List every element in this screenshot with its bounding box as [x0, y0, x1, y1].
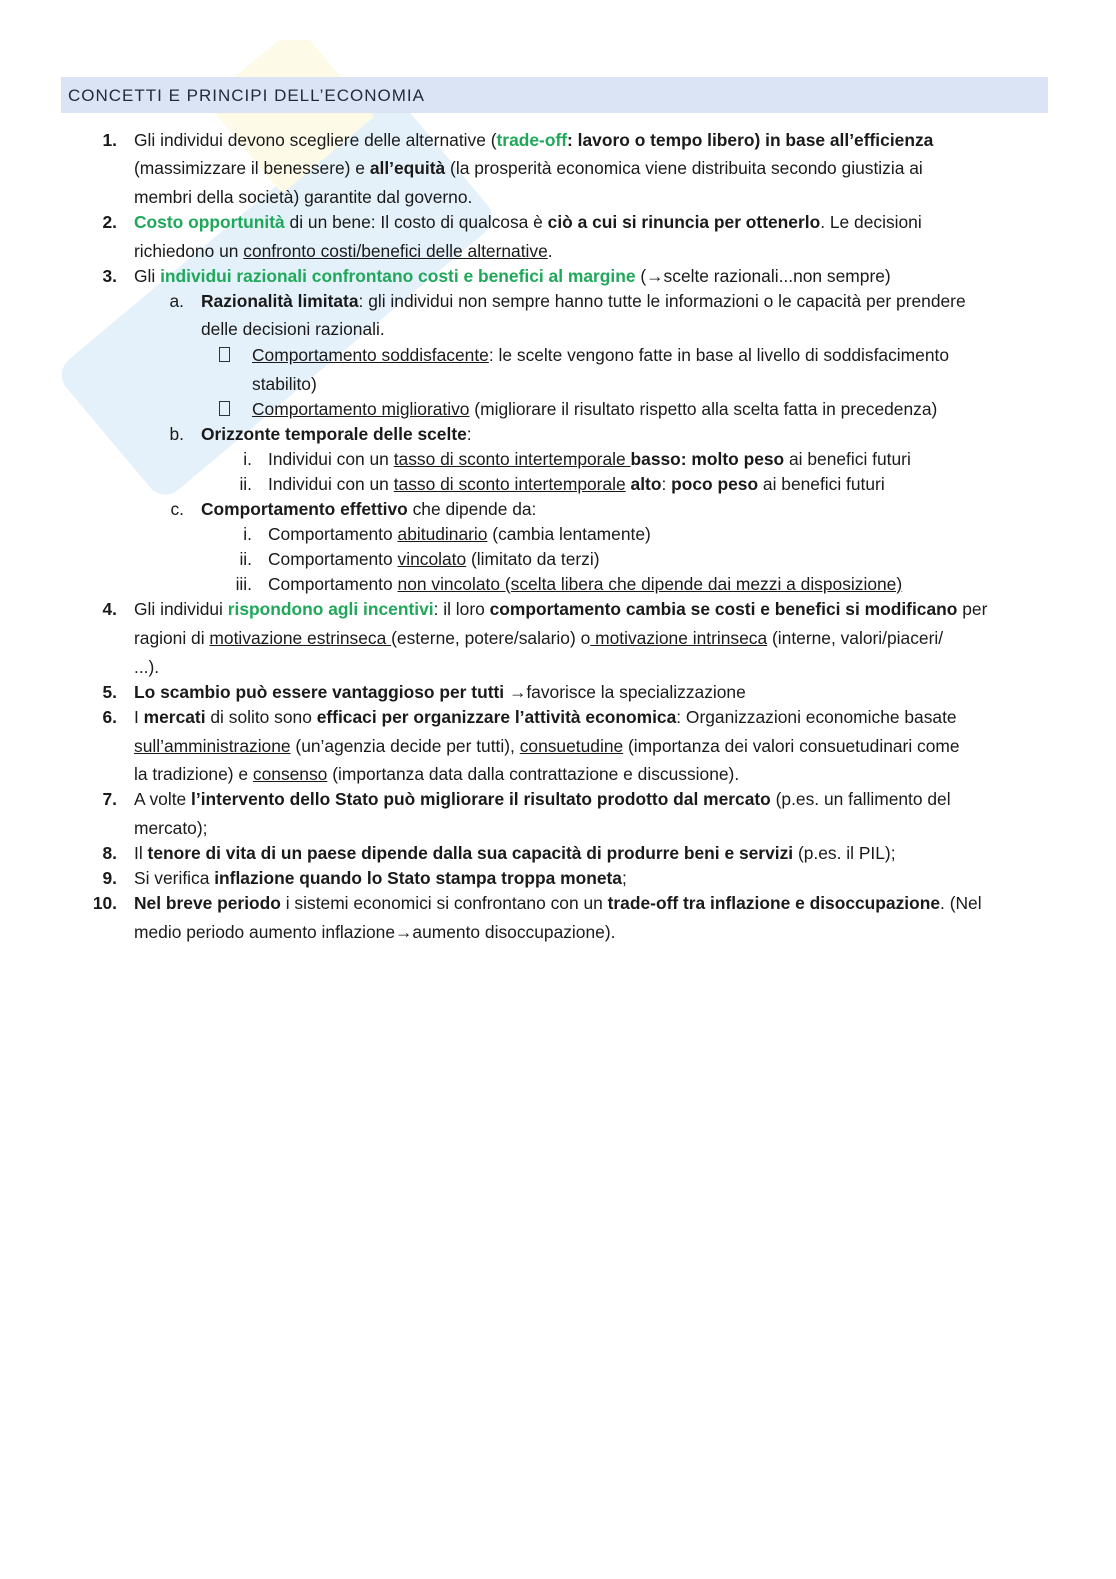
- item-2-line-2: richiedono un confronto costi/benefici delle alternative.: [134, 241, 553, 261]
- item-3c-i-marker: i.: [243, 524, 252, 544]
- item-8-number: 8.: [102, 843, 117, 863]
- item-1-line-3: membri della società) garantite dal governo.: [134, 187, 473, 207]
- item-1-number: 1.: [102, 130, 117, 150]
- item-3-line-1: Gli individui razionali confrontano costi e benefici al margine (→scelte razionali...non sempre): [134, 266, 891, 286]
- item-3a-marker: a.: [169, 291, 184, 311]
- item-10-line-2: medio periodo aumento inflazione→aumento disoccupazione).: [134, 922, 616, 942]
- item-2-line-1: Costo opportunità di un bene: Il costo di qualcosa è ciò a cui si rinuncia per ottenerlo. Le decisioni: [134, 212, 922, 232]
- item-1-line-2: (massimizzare il benessere) e all’equità (la prosperità economica viene distribuita secondo giustizia ai: [134, 158, 923, 178]
- arrow-icon: →: [395, 922, 413, 942]
- section-heading: CONCETTI E PRINCIPI DELL’ECONOMIA: [68, 86, 425, 105]
- item-9-line-1: Si verifica inflazione quando lo Stato stampa troppa moneta;: [134, 868, 627, 888]
- item-7-number: 7.: [102, 789, 117, 809]
- item-3a-bullet-1-line-1: Comportamento soddisfacente: le scelte vengono fatte in base al livello di soddisfacimento: [252, 345, 949, 365]
- item-3-number: 3.: [102, 266, 117, 286]
- item-2-number: 2.: [102, 212, 117, 232]
- item-3a-bullet-2-line-1: Comportamento migliorativo (migliorare il risultato rispetto alla scelta fatta in precedenza): [252, 399, 938, 419]
- item-4-number: 4.: [102, 599, 117, 619]
- item-4-line-1: Gli individui rispondono agli incentivi: il loro comportamento cambia se costi e benefici si modificano per: [134, 599, 988, 619]
- item-5-line-1: Lo scambio può essere vantaggioso per tutti →favorisce la specializzazione: [134, 682, 746, 702]
- item-3a-line-2: delle decisioni razionali.: [201, 319, 385, 339]
- item-4-line-3: ...).: [134, 657, 160, 677]
- item-3c-ii-line: Comportamento vincolato (limitato da terzi): [268, 549, 600, 569]
- item-6-line-1: I mercati di solito sono efficaci per organizzare l’attività economica: Organizzazioni economiche basate: [134, 707, 957, 727]
- item-3a-line-1: Razionalità limitata: gli individui non sempre hanno tutte le informazioni o le capacità per prendere: [201, 291, 966, 311]
- item-7-line-1: A volte l’intervento dello Stato può migliorare il risultato prodotto dal mercato (p.es. un fallimento del: [134, 789, 951, 809]
- item-10-number: 10.: [92, 893, 117, 913]
- section-heading-bar: [61, 77, 1048, 113]
- arrow-icon: →: [504, 682, 527, 702]
- item-7-line-2: mercato);: [134, 818, 208, 838]
- item-3c-i-line: Comportamento abitudinario (cambia lentamente): [268, 524, 651, 544]
- item-9-number: 9.: [102, 868, 117, 888]
- item-3c-iii-marker: iii.: [235, 574, 252, 594]
- item-3b-ii-marker: ii.: [239, 474, 252, 494]
- arrow-icon: →: [646, 266, 664, 286]
- item-5-number: 5.: [102, 682, 117, 702]
- item-1-line-1: Gli individui devono scegliere delle alternative (trade-off: lavoro o tempo libero) in base all’efficienza: [134, 130, 934, 150]
- item-3b-line-1: Orizzonte temporale delle scelte:: [201, 424, 472, 444]
- item-3c-line-1: Comportamento effettivo che dipende da:: [201, 499, 537, 519]
- item-4-line-2: ragioni di motivazione estrinseca (esterne, potere/salario) o motivazione intrinseca (interne, valori/piaceri/: [134, 628, 944, 648]
- item-3b-i-marker: i.: [243, 449, 252, 469]
- item-3b-marker: b.: [169, 424, 184, 444]
- checkbox-bullet-icon: [219, 347, 230, 362]
- item-6-line-2: sull’amministrazione (un’agenzia decide per tutti), consuetudine (importanza dei valori consuetudinari come: [134, 736, 960, 756]
- item-6-number: 6.: [102, 707, 117, 727]
- item-8-line-1: Il tenore di vita di un paese dipende dalla sua capacità di produrre beni e servizi (p.es. il PIL);: [134, 843, 896, 863]
- checkbox-bullet-icon: [219, 401, 230, 416]
- item-10-line-1: Nel breve periodo i sistemi economici si confrontano con un trade-off tra inflazione e disoccupazione. (Nel: [134, 893, 982, 913]
- item-6-line-3: la tradizione) e consenso (importanza data dalla contrattazione e discussione).: [134, 764, 740, 784]
- item-3c-iii-line: Comportamento non vincolato (scelta libera che dipende dai mezzi a disposizione): [268, 574, 903, 594]
- item-3c-ii-marker: ii.: [239, 549, 252, 569]
- item-3b-i-line: Individui con un tasso di sconto intertemporale basso: molto peso ai benefici futuri: [268, 449, 911, 469]
- item-3b-ii-line: Individui con un tasso di sconto intertemporale alto: poco peso ai benefici futuri: [268, 474, 885, 494]
- item-3c-marker: c.: [170, 499, 184, 519]
- item-3a-bullet-1-line-2: stabilito): [252, 374, 317, 394]
